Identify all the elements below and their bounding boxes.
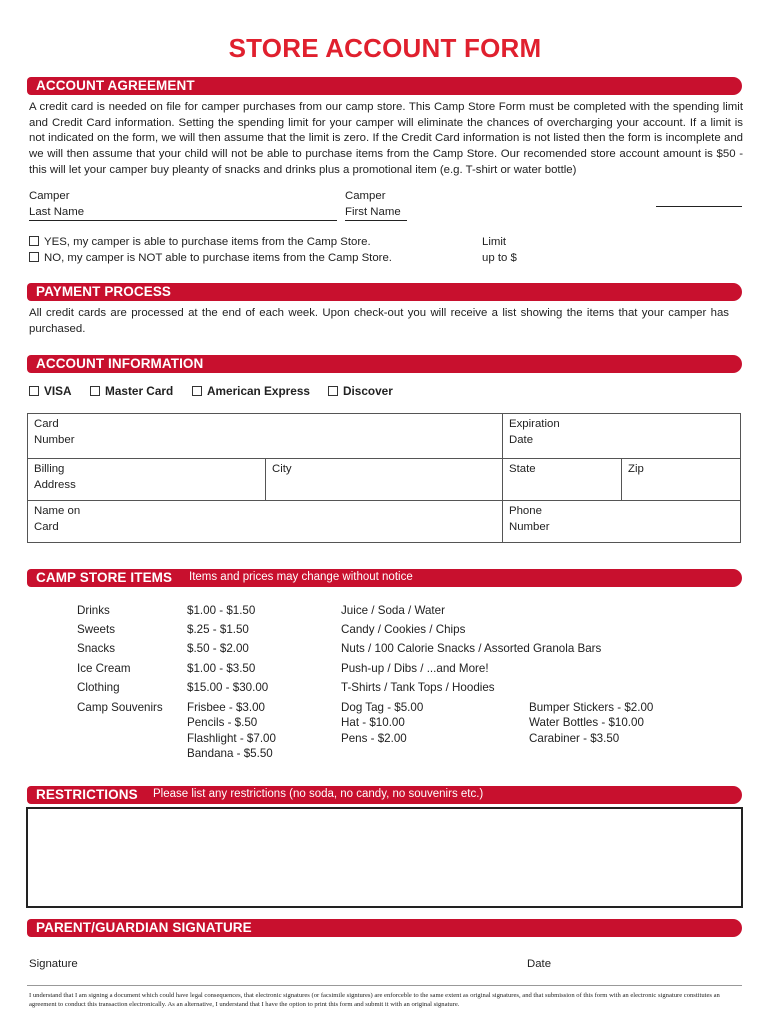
item-price: $1.00 - $3.50 [187,662,256,675]
item-price: $1.00 - $1.50 [187,604,256,617]
item-list: Candy / Cookies / Chips [341,623,466,636]
souvenir-item: Dog Tag - $5.00 [341,701,424,714]
date-label: Date [527,958,552,970]
yes-option-label: YES, my camper is able to purchase items from the Camp Store. [44,236,371,248]
souvenirs-category: Camp Souvenirs [77,701,163,714]
signature-label: Signature [29,958,78,970]
limit-amount-field[interactable] [522,266,562,267]
item-category: Snacks [77,642,116,655]
payment-process-paragraph: All credit cards are processed at the end of each week. Upon check-out you will receive a list showing the items that your camper has purchased. [29,307,729,335]
camper-last-name-field[interactable] [29,220,337,221]
item-category: Clothing [77,681,120,694]
restrictions-header [27,786,742,804]
account-information-heading: ACCOUNT INFORMATION [36,356,204,371]
no-checkbox[interactable] [29,252,39,262]
item-category: Drinks [77,604,110,617]
souvenir-item: Carabiner - $3.50 [529,732,620,745]
card-option-amex[interactable]: American Express [192,384,310,398]
legal-disclaimer: I understand that I am signing a document which could have legal consequences, that electronic signatures (or facsimile signtures) are enforceble to the same extent as original signatures, and that submission of this form with an electronic signature constitutes an agreement to conduct this transaction electronically. As an alternative, I understand that I have the option to print this form and submit it with an original signature. [29,992,720,1009]
restrictions-note: Please list any restrictions (no soda, no candy, no souvenirs etc.) [153,788,484,800]
no-option[interactable] [29,251,392,267]
card-option-visa[interactable]: VISA [29,384,72,398]
signature-header [27,919,742,937]
souvenir-item: Flashlight - $7.00 [187,732,276,745]
card-option-mastercard[interactable]: Master Card [90,384,173,398]
signature-heading: PARENT/GUARDIAN SIGNATURE [36,920,252,935]
visa-checkbox[interactable] [29,386,39,396]
camper-extra-field[interactable] [656,206,742,207]
camp-store-items-heading: CAMP STORE ITEMS [36,570,173,585]
account-information-header [27,355,742,373]
no-option-label: NO, my camper is NOT able to purchase items from the Camp Store. [44,252,392,264]
state-label: State [509,463,536,475]
billing-address-field[interactable] [28,459,266,501]
item-price: $.25 - $1.50 [187,623,249,636]
item-price: $15.00 - $30.00 [187,681,269,694]
camper-first-label: Camper First Name [345,190,401,218]
signature-field[interactable] [84,972,504,973]
souvenir-item: Bandana - $5.50 [187,747,273,760]
zip-label: Zip [628,463,644,475]
card-info-grid [27,413,741,543]
payment-process-heading: PAYMENT PROCESS [36,284,172,299]
souvenir-item: Water Bottles - $10.00 [529,716,644,729]
item-list: Nuts / 100 Calorie Snacks / Assorted Granola Bars [341,642,602,655]
souvenir-item: Hat - $10.00 [341,716,405,729]
date-field[interactable] [556,972,736,973]
item-list: T-Shirts / Tank Tops / Hoodies [341,681,495,694]
billing-address-label: Billing Address [34,463,76,491]
expiration-date-field[interactable] [503,414,740,459]
yes-checkbox[interactable] [29,236,39,246]
souvenir-item: Pencils - $.50 [187,716,258,729]
mastercard-checkbox[interactable] [90,386,100,396]
amex-checkbox[interactable] [192,386,202,396]
card-number-field[interactable] [28,414,503,459]
camper-last-label: Camper Last Name [29,190,85,218]
restrictions-textarea[interactable] [26,807,743,908]
card-number-label: Card Number [34,418,75,446]
camper-first-name-field[interactable] [345,220,407,221]
item-list: Juice / Soda / Water [341,604,445,617]
discover-checkbox[interactable] [328,386,338,396]
name-on-card-field[interactable] [28,501,503,542]
form-title: STORE ACCOUNT FORM [228,33,542,63]
souvenir-item: Pens - $2.00 [341,732,407,745]
yes-option[interactable] [29,235,371,251]
restrictions-heading: RESTRICTIONS [36,787,138,802]
city-label: City [272,463,292,475]
card-option-discover[interactable]: Discover [328,384,393,398]
souvenir-item: Frisbee - $3.00 [187,701,265,714]
item-price: $.50 - $2.00 [187,642,249,655]
item-category: Sweets [77,623,116,636]
name-on-card-label: Name on Card [34,505,81,533]
zip-field[interactable] [622,459,740,501]
city-field[interactable] [266,459,503,501]
camp-store-items-note: Items and prices may change without notice [189,571,413,583]
signature-divider [27,985,742,986]
account-agreement-paragraph: A credit card is needed on file for camper purchases from our camp store. This Camp Store Form must be completed with the spending limit and Credit Card information. Setting the spending limit for your camper will eliminate the chances of overcharging your account. If a limit is not indicated on the form, we will then assume that the limit is zero. If the Credit Card information is not listed then the form is incomplete and we will then assume that your child will not be able to purchase items from the Camp Store. Our recomended store account amount is $50 - this will let your camper buy pleanty of snacks and drinks plus a promotional item (e.g. T-shirt or water bottle) [29,101,743,176]
phone-number-label: Phone Number [509,505,550,533]
item-list: Push-up / Dibs / ...and More! [341,662,489,675]
state-field[interactable] [503,459,622,501]
phone-number-field[interactable] [503,501,740,542]
item-category: Ice Cream [77,662,131,675]
souvenir-item: Bumper Stickers - $2.00 [529,701,654,714]
payment-process-header [27,283,742,301]
expiration-date-label: Expiration Date [509,418,560,446]
limit-label: Limit up to $ [482,236,517,264]
account-agreement-header [27,77,742,95]
camp-store-items-header [27,569,742,587]
account-agreement-heading: ACCOUNT AGREEMENT [36,78,195,93]
